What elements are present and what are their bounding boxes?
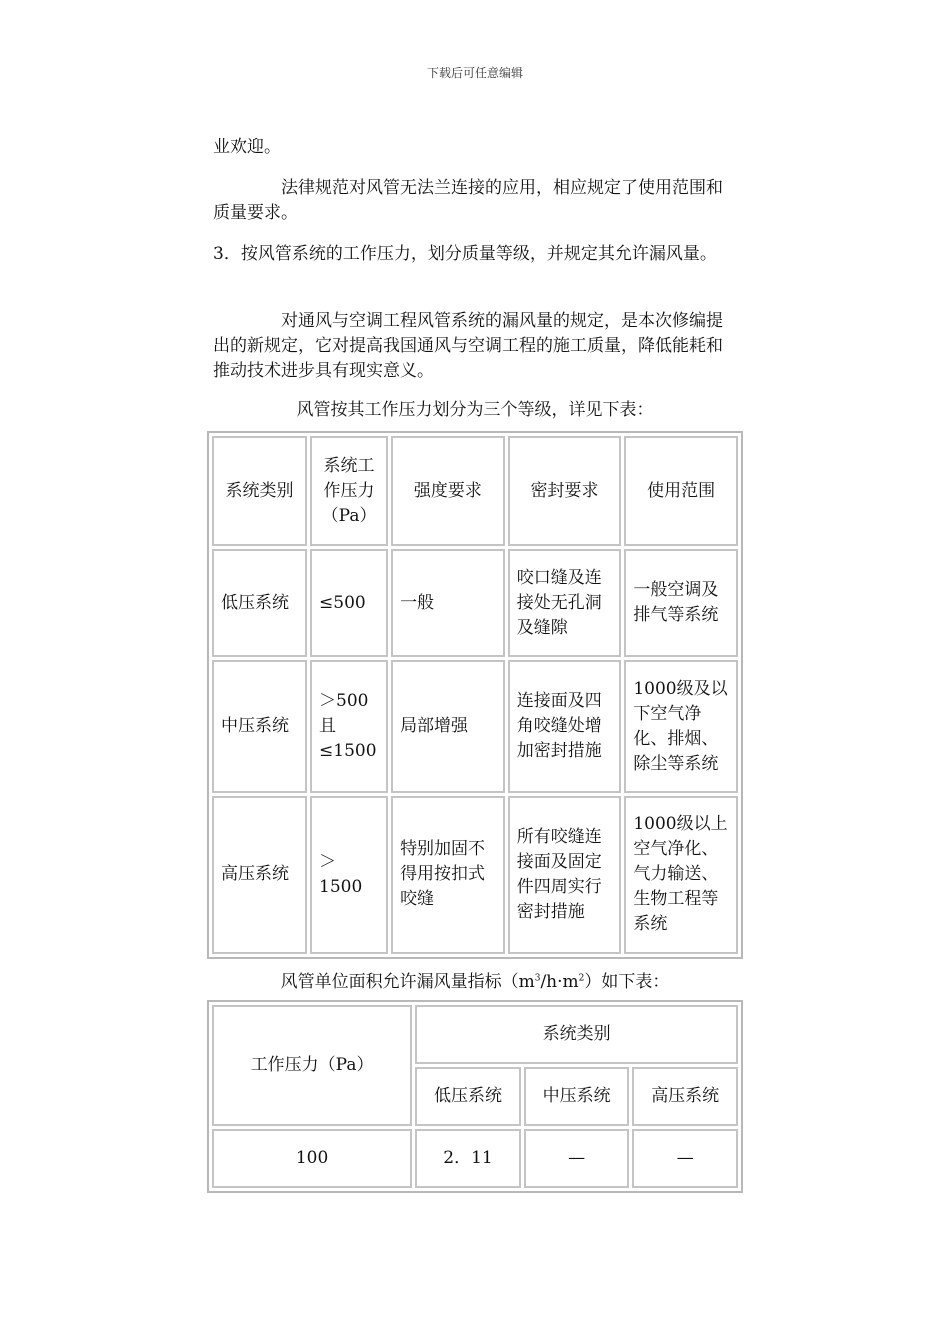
table-cell: 100 [212,1129,412,1188]
table-cell: 2．11 [415,1129,521,1188]
paragraph-1: 业欢迎。 [213,137,281,157]
header-cell: 高压系统 [632,1067,738,1126]
table-cell: 1000级以上空气净化、气力输送、生物工程等系统 [624,796,738,954]
paragraph-4: 对通风与空调工程风管系统的漏风量的规定，是本次修编提出的新规定，它对提高我国通风与空调工程的施工质量，降低能耗和推动技术进步具有现实意义。 [213,311,723,381]
table-row [212,549,738,657]
header-cell: 强度要求 [391,436,505,546]
table-cell: 一般空调及排气等系统 [624,549,738,657]
table-cell: — [524,1129,630,1188]
table-cell: 连接面及四角咬缝处增加密封措施 [508,660,622,792]
category-header-cell: 系统类别 [415,1005,738,1064]
table1-caption: 风管按其工作压力划分为三个等级，详见下表： [296,400,654,420]
pressure-class-table [207,431,743,959]
table-cell: 一般 [391,549,505,657]
header-cell: 系统类别 [212,436,307,546]
table-cell: 高压系统 [212,796,307,954]
paragraph-2: 法律规范对风管无法兰连接的应用，相应规定了使用范围和质量要求。 [213,178,723,223]
leakage-rate-table [207,1000,743,1193]
header-cell: 系统工作压力（Pa） [310,436,388,546]
table-cell: 局部增强 [391,660,505,792]
pressure-header-cell: 工作压力（Pa） [212,1005,412,1126]
header-cell: 低压系统 [415,1067,521,1126]
table-cell: 低压系统 [212,549,307,657]
table-cell: 特别加固不得用按扣式咬缝 [391,796,505,954]
table-cell: ＞1500 [310,796,388,954]
table-cell: — [632,1129,738,1188]
table2-caption: 风管单位面积允许漏风量指标$(m^3/h\cdot m^2)$如下表： [280,972,670,992]
table-cell: 中压系统 [212,660,307,792]
table-row [212,1129,738,1188]
table-row [212,660,738,792]
header-cell: 密封要求 [508,436,622,546]
header-cell: 使用范围 [624,436,738,546]
table-cell: 所有咬缝连接面及固定件四周实行密封措施 [508,796,622,954]
table-row [212,796,738,954]
table-cell: 咬口缝及连接处无孔洞及缝隙 [508,549,622,657]
table-header-row [212,1005,738,1064]
table-cell: ＞500且≤1500 [310,660,388,792]
paragraph-3: 3．按风管系统的工作压力，划分质量等级，并规定其允许漏风量。 [213,244,717,264]
header-cell: 中压系统 [524,1067,630,1126]
table-cell: ≤500 [310,549,388,657]
page-header: 下载后可任意编辑 [426,66,523,80]
table-header-row [212,436,738,546]
table-cell: 1000级及以下空气净化、排烟、除尘等系统 [624,660,738,792]
